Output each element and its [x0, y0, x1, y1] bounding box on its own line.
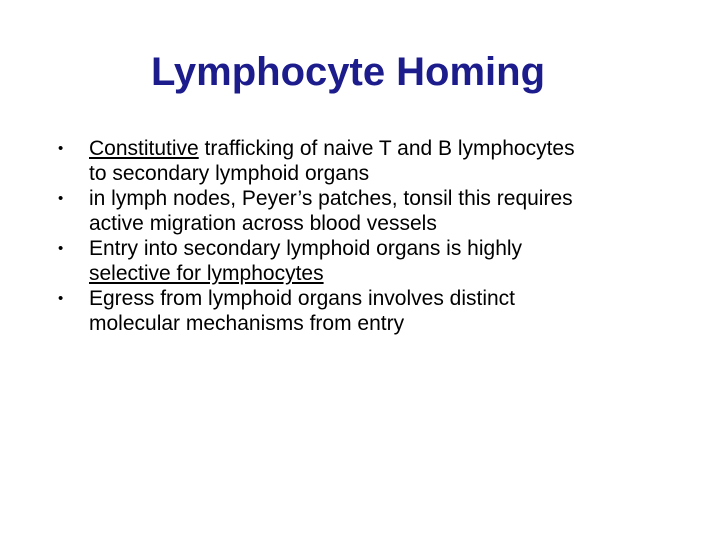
bullet-icon: • — [58, 140, 64, 157]
bullet-text: in lymph nodes, Peyer’s patches, tonsil this requires — [89, 187, 573, 210]
bullet-text-continued: active migration across blood vessels — [89, 212, 437, 235]
bullet-text-continued: molecular mechanisms from entry — [89, 312, 405, 335]
bullet-text-continued: to secondary lymphoid organs — [89, 162, 370, 185]
bullet-underlined-text: Constitutive — [89, 137, 199, 160]
bullet-list — [56, 136, 696, 336]
bullet-icon: • — [58, 240, 64, 257]
bullet-text: Egress from lymphoid organs involves distinct — [89, 287, 516, 310]
bullet-icon: • — [58, 290, 64, 307]
slide-title: Lymphocyte Homing — [150, 50, 546, 94]
bullet-item — [56, 286, 696, 336]
bullet-text: Entry into secondary lymphoid organs is highly — [89, 237, 523, 260]
bullet-underlined-text: selective for lymphocytes — [89, 262, 324, 285]
bullet-item — [56, 236, 696, 286]
bullet-item — [56, 186, 696, 236]
bullet-icon: • — [58, 190, 64, 207]
bullet-text: trafficking of naive T and B lymphocytes — [198, 137, 575, 160]
bullet-item — [56, 136, 696, 186]
